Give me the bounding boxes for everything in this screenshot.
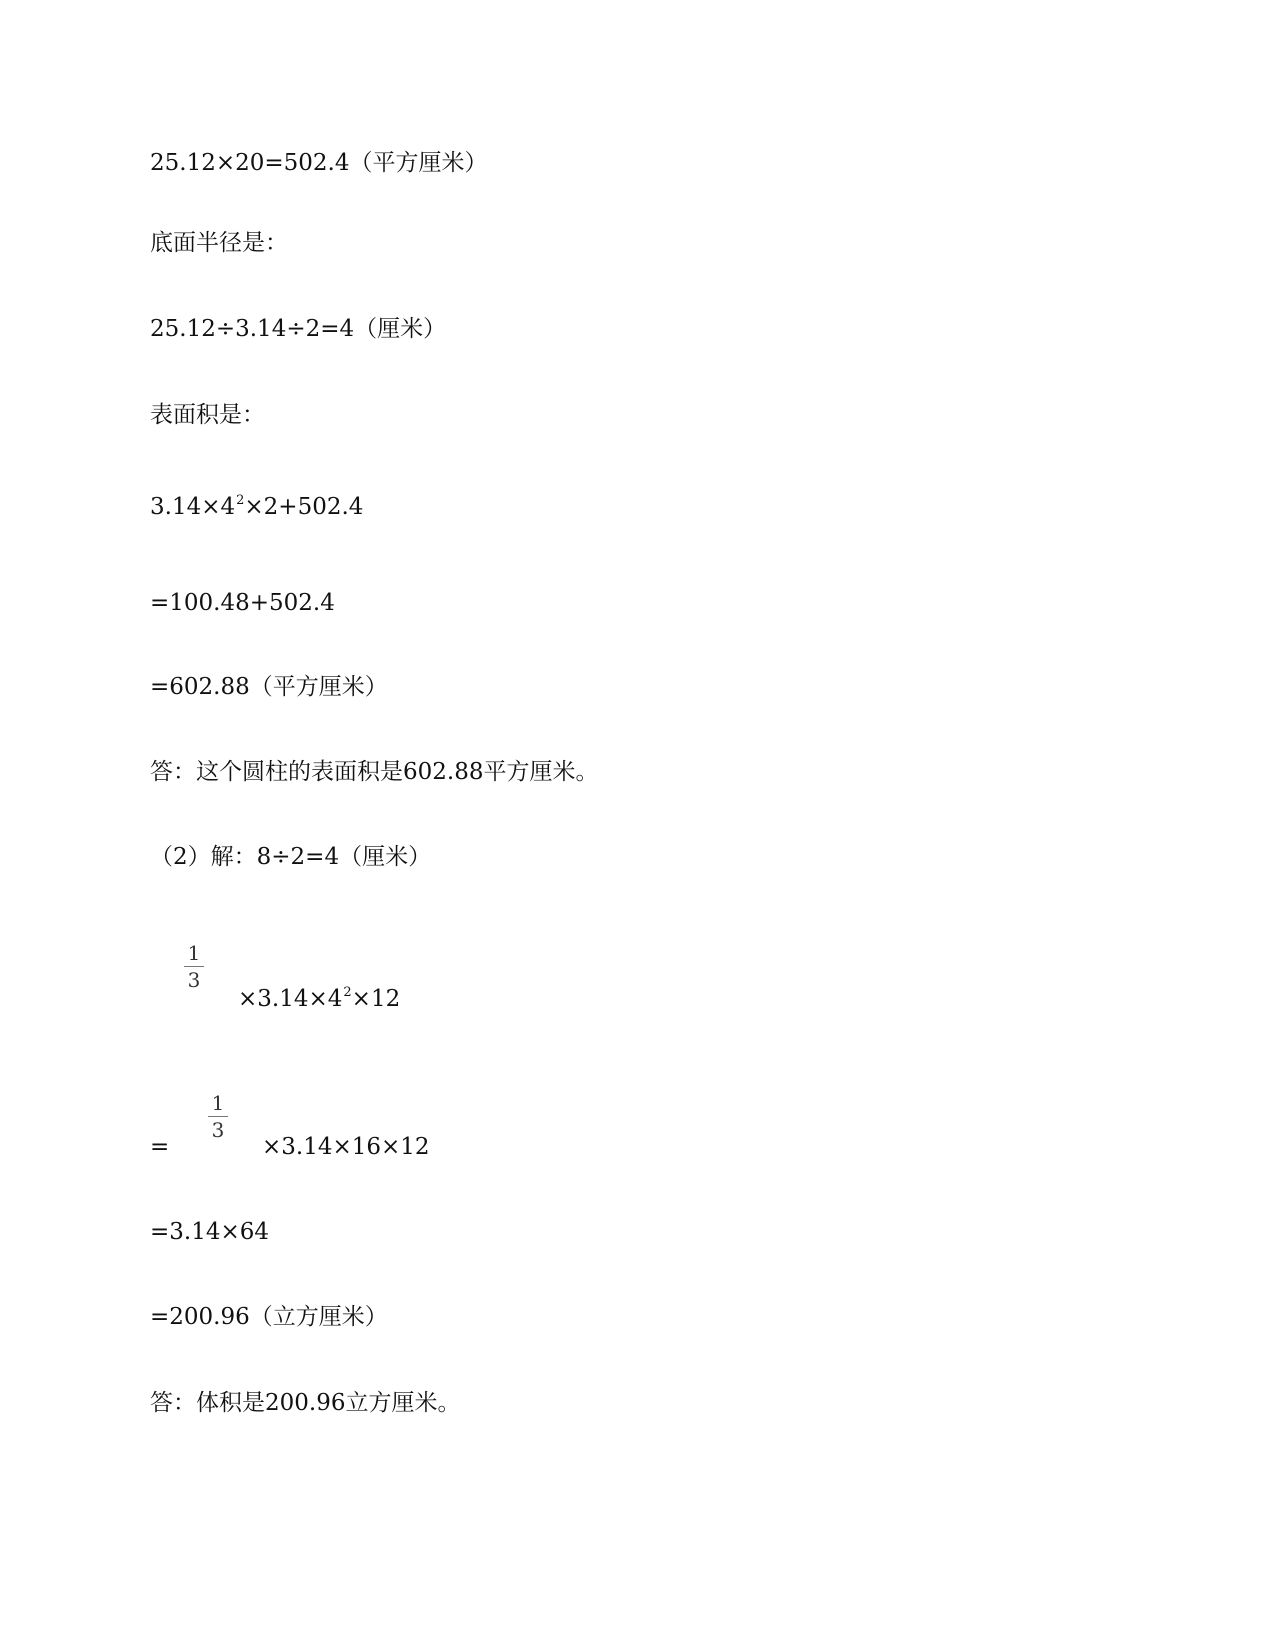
equals-sign: = xyxy=(150,1134,170,1160)
text-line: =3.14×64 xyxy=(150,1219,270,1245)
exponent: 2 xyxy=(236,493,245,508)
text-line: 25.12×20=502.4（平方厘米） xyxy=(150,150,488,176)
text-line: =100.48+502.4 xyxy=(150,590,335,616)
text-line: =602.88（平方厘米） xyxy=(150,674,388,700)
text-line: =200.96（立方厘米） xyxy=(150,1304,388,1330)
text-line-with-exponent xyxy=(238,984,400,1018)
fraction-bar xyxy=(184,966,204,967)
fraction-one-third xyxy=(183,942,205,991)
text-line: 表面积是： xyxy=(150,402,265,428)
expression-part: ×2+502.4 xyxy=(244,494,364,520)
text-line-with-exponent xyxy=(150,492,363,526)
denominator: 3 xyxy=(211,1118,225,1142)
expression-part: 3.14×4 xyxy=(150,494,236,520)
numerator: 1 xyxy=(211,1091,225,1115)
denominator: 3 xyxy=(187,968,201,992)
expression-part: ×3.14×4 xyxy=(238,986,343,1012)
text-line: 25.12÷3.14÷2=4（厘米） xyxy=(150,316,447,342)
fraction-one-third xyxy=(207,1092,229,1141)
text-line: 底面半径是： xyxy=(150,230,288,256)
exponent: 2 xyxy=(343,985,352,1000)
expression-part: ×3.14×16×12 xyxy=(262,1134,430,1160)
solution-heading: （2）解：8÷2=4（厘米） xyxy=(150,844,432,870)
fraction-bar xyxy=(208,1116,228,1117)
expression-part: ×12 xyxy=(351,986,401,1012)
answer-line: 答：体积是200.96立方厘米。 xyxy=(150,1390,461,1416)
answer-line: 答：这个圆柱的表面积是602.88平方厘米。 xyxy=(150,759,599,785)
numerator: 1 xyxy=(187,941,201,965)
